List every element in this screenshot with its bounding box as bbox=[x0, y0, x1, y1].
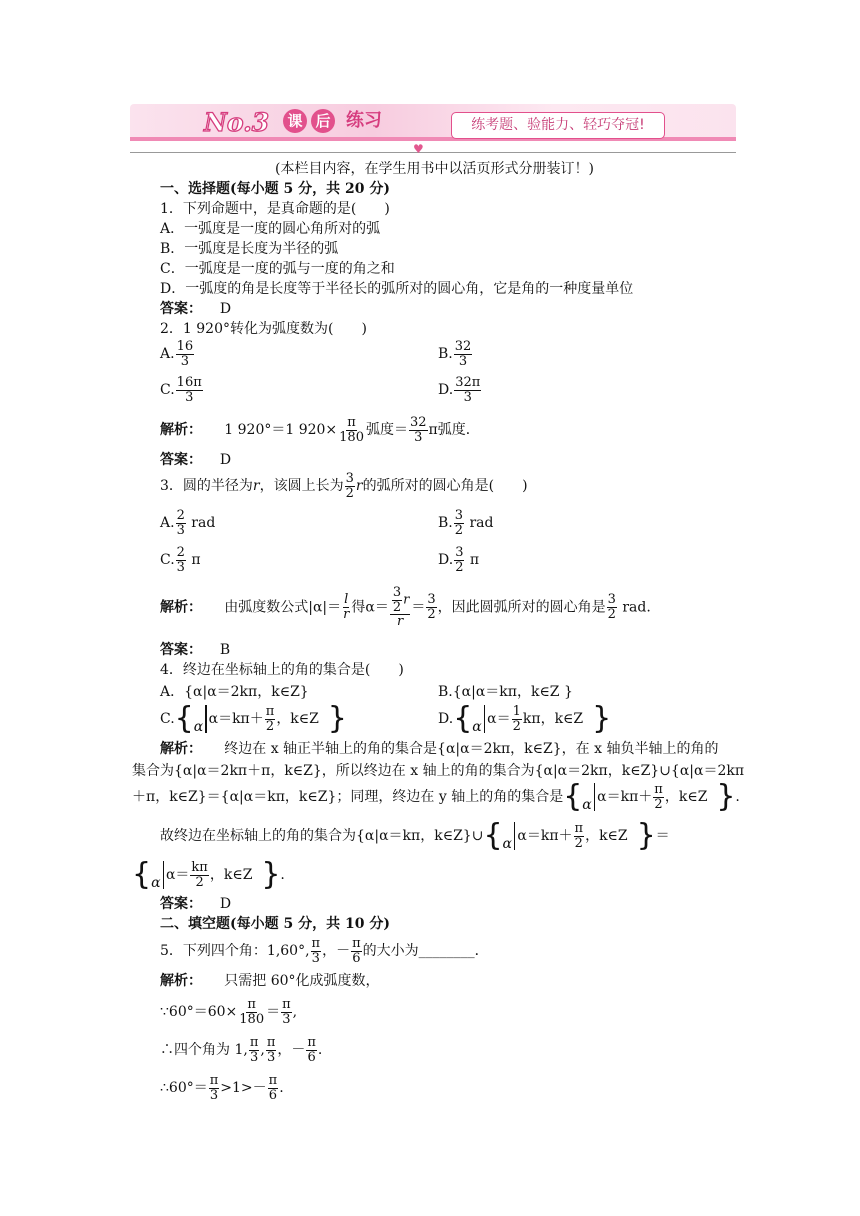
q3-answer bbox=[160, 643, 230, 657]
q2-answer bbox=[160, 453, 231, 467]
q2-analysis: 解析： 1 920°＝1 920× $\frac{\pi}{180}$ 弧度＝ $\frac{32}{3}$ π弧度． bbox=[160, 415, 480, 445]
answer-label: 答案： bbox=[160, 301, 202, 317]
q4-stem: 4．终边在坐标轴上的角的集合是( ) bbox=[160, 662, 404, 678]
q4-answer bbox=[160, 897, 231, 911]
q3-stem: 3．圆的半径为r，该圆上长为 $\frac{3}{2}$ r的弧所对的圆心角是( ) bbox=[160, 471, 528, 501]
q3-option-b: B. $\frac{3}{2}$ rad bbox=[438, 508, 494, 538]
q4-analysis-line1: 解析： 终边在 x 轴正半轴上的角的集合是{α|α＝2kπ，k∈Z}，在 x 轴负半轴上的角的 bbox=[160, 741, 719, 757]
option-label: A. bbox=[160, 346, 175, 363]
answer-value: D bbox=[219, 452, 232, 468]
q1-option-d: D．一弧度的角是长度等于半径长的弧所对的圆心角，它是角的一种度量单位 bbox=[160, 281, 634, 297]
answer-label: 答案： bbox=[160, 896, 202, 912]
q4-option-c: C. { α α＝kπ＋ $\frac{\pi}{2}$ ，k∈Z } bbox=[160, 701, 347, 736]
q4-analysis-line2: 集合为{α|α＝2kπ＋π，k∈Z}，所以终边在 x 轴上的角的集合为{α|α＝2kπ，k∈Z}∪{α|α＝2kπ bbox=[132, 763, 745, 779]
fraction: $\frac{16}{3}$ bbox=[176, 339, 194, 369]
header-circle-ke: 课 bbox=[283, 109, 307, 133]
q3-option-a: A. $\frac{2}{3}$ rad bbox=[160, 508, 216, 538]
header-slogan: 练考题、验能力、轻巧夺冠! bbox=[451, 112, 665, 139]
q2-option-c bbox=[160, 376, 204, 404]
answer-value: B bbox=[219, 642, 231, 658]
answer-value: D bbox=[219, 301, 232, 317]
section-choice-title: 一、选择题(每小题 5 分，共 20 分) bbox=[160, 181, 390, 197]
header-rule bbox=[130, 152, 736, 153]
q2-stem: 2．1 920°转化为弧度数为( ) bbox=[160, 321, 367, 337]
analysis-label: 解析： bbox=[160, 422, 202, 439]
answer-value: D bbox=[219, 896, 232, 912]
answer-label: 答案： bbox=[160, 642, 202, 658]
q3-option-d: D. $\frac{3}{2}$ π bbox=[438, 545, 480, 575]
fraction: $\frac{32\pi}{3}$ bbox=[455, 375, 481, 405]
q4-analysis-line5: { α α＝ $\frac{k\pi}{2}$ ，k∈Z } . bbox=[132, 857, 285, 892]
heart-icon: ♥ bbox=[413, 142, 424, 156]
q4-option-b: B.{α|α＝kπ，k∈Z } bbox=[438, 684, 573, 700]
lesson-number: No.3 bbox=[204, 108, 270, 137]
q5-step2: ∴四个角为 1, $\frac{\pi}{3}$ , $\frac{\pi}{3}$ ，－ $\frac{\pi}{6}$ . bbox=[160, 1035, 323, 1065]
answer-label: 答案： bbox=[160, 452, 202, 468]
q2-option-b bbox=[438, 340, 473, 368]
header-lianxi: 练习 bbox=[346, 110, 382, 131]
section-fill-title: 二、填空题(每小题 5 分，共 10 分) bbox=[160, 916, 390, 932]
q4-option-d: D. { α α＝ $\frac{1}{2}$ kπ，k∈Z } bbox=[438, 701, 612, 736]
q4-analysis-line3: ＋π，k∈Z}＝{α|α＝kπ，k∈Z}；同理，终边在 y 轴上的角的集合是 { α α＝kπ＋ $\frac{\pi}{2}$ ，k∈Z } . bbox=[132, 779, 740, 814]
analysis-label: 解析： bbox=[160, 599, 202, 616]
fraction: $\frac{16\pi}{3}$ bbox=[176, 375, 202, 405]
option-label: D. bbox=[438, 382, 454, 399]
q5-step1: ∵60°＝60× $\frac{\pi}{180}$ ＝ $\frac{\pi}{3}$ , bbox=[160, 997, 298, 1027]
q2-option-a bbox=[160, 340, 195, 368]
q5-step3: ∴60°＝ $\frac{\pi}{3}$ >1>－ $\frac{\pi}{6}$ . bbox=[160, 1073, 284, 1103]
q4-analysis-line4: 故终边在坐标轴上的角的集合为{α|α＝kπ，k∈Z}∪ { α α＝kπ＋ $\frac{\pi}{2}$ ，k∈Z } ＝ bbox=[160, 818, 670, 853]
option-label: B. bbox=[438, 346, 453, 363]
q1-stem: 1．下列命题中，是真命题的是( ) bbox=[160, 201, 390, 217]
q1-answer bbox=[160, 302, 231, 316]
q3-analysis: 解析： 由弧度数公式|α|＝ $\frac{l}{r}$ 得α＝ $\frac{3}{2}$ r r ＝ $\frac{3}{2}$ ，因此圆弧所对的圆心角是 $\frac{3}{2}$ rad. bbox=[160, 585, 651, 630]
q1-option-a: A．一弧度是一度的圆心角所对的弧 bbox=[160, 221, 381, 237]
binding-note: (本栏目内容，在学生用书中以活页形式分册装订！) bbox=[275, 161, 594, 177]
q5-stem: 5．下列四个角：1,60°, $\frac{\pi}{3}$ ，－ $\frac{\pi}{6}$ 的大小为________． bbox=[160, 936, 489, 966]
q5-analysis: 解析： 只需把 60°化成弧度数， bbox=[160, 973, 380, 989]
q3-option-c: C. $\frac{2}{3}$ π bbox=[160, 545, 201, 575]
q1-option-c: C．一弧度是一度的弧与一度的角之和 bbox=[160, 261, 395, 277]
header-circle-hou: 后 bbox=[311, 109, 335, 133]
analysis-label: 解析： bbox=[160, 741, 202, 757]
option-label: C. bbox=[160, 382, 175, 399]
q4-option-a: A．{α|α＝2kπ，k∈Z} bbox=[160, 684, 309, 700]
q2-option-d bbox=[438, 376, 482, 404]
q1-option-b: B．一弧度是长度为半径的弧 bbox=[160, 241, 339, 257]
fraction: $\frac{32}{3}$ bbox=[454, 339, 472, 369]
analysis-label: 解析： bbox=[160, 973, 202, 989]
